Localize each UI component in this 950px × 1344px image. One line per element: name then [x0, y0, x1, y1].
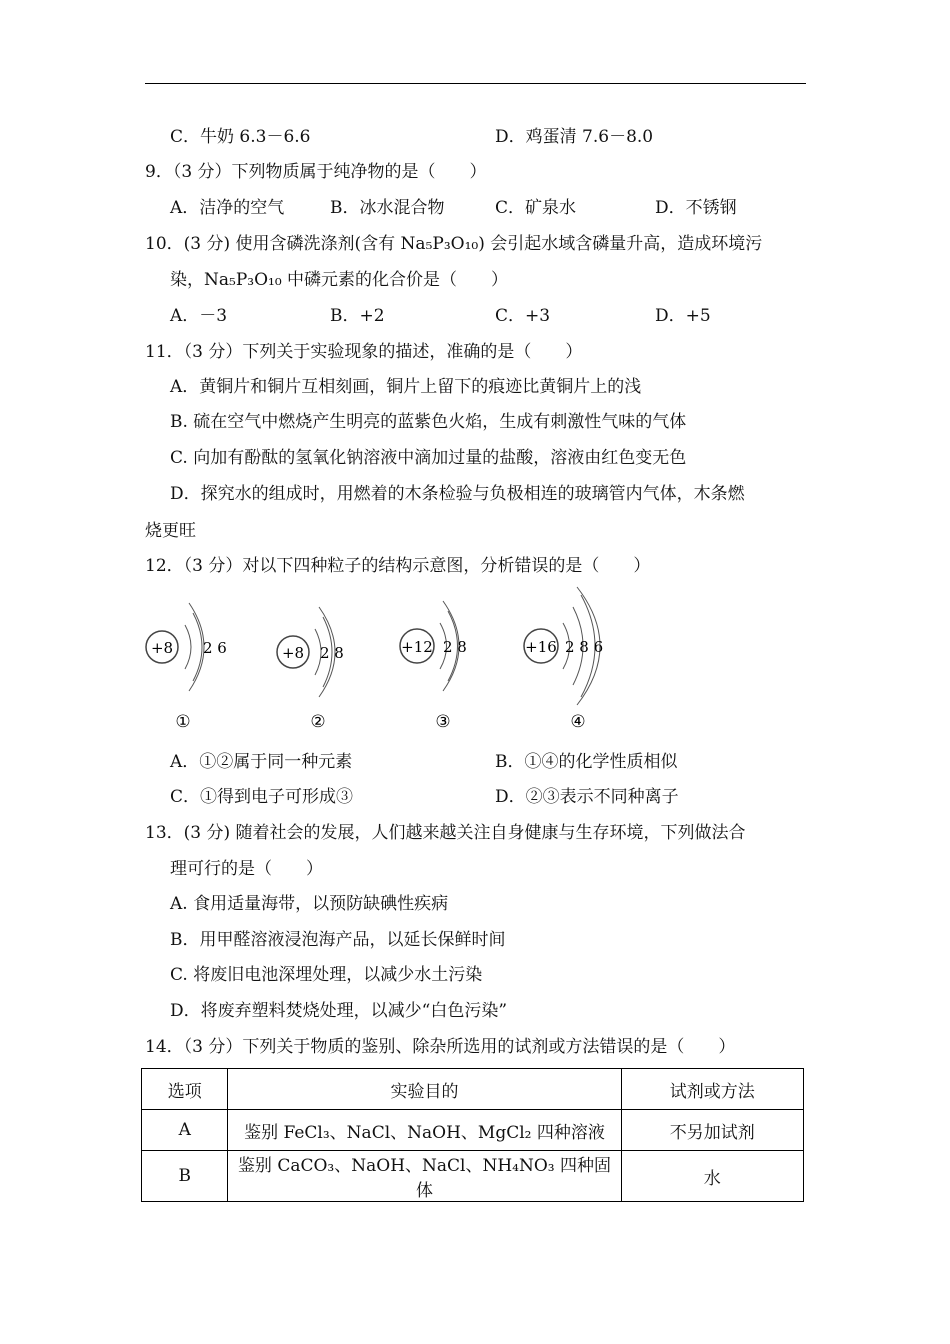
q10-stem-line1: 10．(3 分) 使用含磷洗涤剂(含有 Na₅P₃O₁₀) 会引起水域含磷量升高，造成环境污 [145, 234, 763, 254]
q12-option-d: D．②③表示不同种离子 [495, 787, 679, 807]
particle-4-label: ④ [570, 712, 586, 732]
particle-1-nucleus: +8 [150, 639, 174, 657]
q12-option-a: A．①②属于同一种元素 [170, 752, 353, 772]
q12-stem: 12．（3 分）对以下四种粒子的结构示意图，分析错误的是（ ） [145, 556, 651, 576]
table-header-row [142, 1069, 804, 1110]
row-a-method: 不另加试剂 [621, 1110, 803, 1151]
q14-table [141, 1068, 804, 1202]
q9-option-d: D．不锈钢 [655, 198, 737, 218]
q11-option-c: C. 向加有酚酞的氢氧化钠溶液中滴加过量的盐酸，溶液由红色变无色 [170, 448, 687, 468]
q13-option-d: D．将废弃塑料焚烧处理，以减少“白色污染” [170, 1001, 508, 1021]
row-b-method: 水 [621, 1151, 803, 1202]
particle-3 [400, 601, 467, 732]
row-a-option: A [142, 1110, 228, 1151]
table-row [142, 1151, 804, 1202]
q9-stem: 9．（3 分）下列物质属于纯净物的是（ ） [145, 162, 487, 182]
q10-option-c: C．+3 [495, 306, 551, 326]
q8-option-c: C．牛奶 6.3－6.6 [170, 127, 311, 147]
q10-option-a: A．－3 [170, 306, 228, 326]
particle-1-label: ① [175, 712, 191, 732]
q11-option-d-line2: 烧更旺 [145, 521, 196, 541]
q9-option-b: B．冰水混合物 [330, 198, 445, 218]
row-b-purpose: 鉴别 CaCO₃、NaOH、NaCl、NH₄NO₃ 四种固体 [228, 1151, 621, 1202]
q12-option-c: C．①得到电子可形成③ [170, 787, 354, 807]
particle-4-electrons: 2 8 6 [565, 638, 604, 656]
atomic-structure-diagrams [135, 585, 635, 735]
particle-1 [146, 603, 227, 732]
header-option: 选项 [142, 1069, 228, 1110]
q10-stem-line2: 染，Na₅P₃O₁₀ 中磷元素的化合价是（ ） [170, 270, 509, 290]
particle-2 [277, 607, 344, 732]
header-rule [145, 83, 806, 84]
q13-option-a: A. 食用适量海带，以预防缺碘性疾病 [170, 894, 449, 914]
q10-option-b: B．+2 [330, 306, 385, 326]
header-method: 试剂或方法 [621, 1069, 803, 1110]
q11-stem: 11．（3 分）下列关于实验现象的描述，准确的是（ ） [145, 342, 583, 362]
row-a-purpose: 鉴别 FeCl₃、NaCl、NaOH、MgCl₂ 四种溶液 [228, 1110, 621, 1151]
particle-3-nucleus: +12 [401, 638, 433, 656]
q13-stem-line1: 13．(3 分) 随着社会的发展，人们越来越关注自身健康与生存环境，下列做法合 [145, 823, 746, 843]
row-b-option: B [142, 1151, 228, 1202]
q14-stem: 14．（3 分）下列关于物质的鉴别、除杂所选用的试剂或方法错误的是（ ） [145, 1037, 736, 1057]
q13-option-c: C. 将废旧电池深埋处理，以减少水土污染 [170, 965, 483, 985]
q12-option-b: B．①④的化学性质相似 [495, 752, 678, 772]
q13-stem-line2: 理可行的是（ ） [170, 859, 323, 879]
particle-2-label: ② [310, 712, 326, 732]
particle-4-nucleus: +16 [525, 638, 557, 656]
particle-3-electrons: 2 8 [443, 638, 467, 656]
particle-3-label: ③ [435, 712, 451, 732]
table-row [142, 1110, 804, 1151]
q9-option-a: A．洁净的空气 [170, 198, 285, 218]
particle-1-electrons: 2 6 [203, 639, 227, 657]
q9-option-c: C．矿泉水 [495, 198, 577, 218]
particle-2-electrons: 2 8 [320, 644, 344, 662]
q13-option-b: B．用甲醛溶液浸泡海产品，以延长保鲜时间 [170, 930, 506, 950]
q11-option-d-line1: D．探究水的组成时，用燃着的木条检验与负极相连的玻璃管内气体，木条燃 [170, 484, 745, 504]
q8-option-d: D．鸡蛋清 7.6－8.0 [495, 127, 654, 147]
q10-option-d: D．+5 [655, 306, 711, 326]
q11-option-b: B. 硫在空气中燃烧产生明亮的蓝紫色火焰，生成有刺激性气味的气体 [170, 412, 687, 432]
particle-4 [524, 587, 603, 732]
particle-2-nucleus: +8 [281, 644, 305, 662]
header-purpose: 实验目的 [228, 1069, 621, 1110]
q11-option-a: A．黄铜片和铜片互相刻画，铜片上留下的痕迹比黄铜片上的浅 [170, 377, 642, 397]
